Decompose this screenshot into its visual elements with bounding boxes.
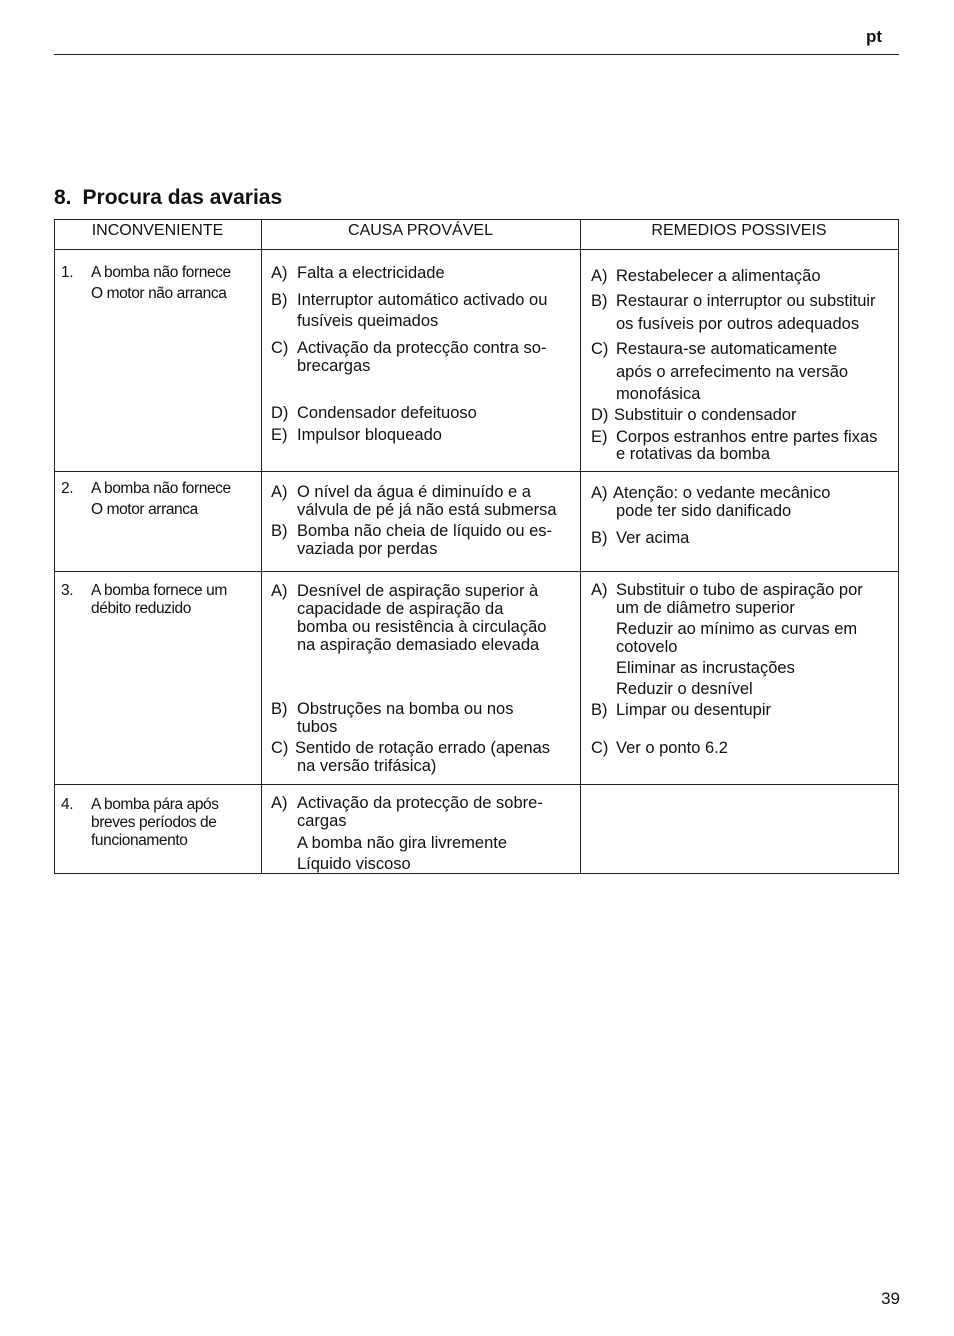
row1-cause-d-letter: D) xyxy=(271,404,289,422)
row2-remedy-a-line2: pode ter sido danificado xyxy=(616,502,792,520)
section-title xyxy=(54,186,282,210)
row3-cause-a-letter: A) xyxy=(271,582,288,600)
row2-cause-b-letter: B) xyxy=(271,522,288,540)
row2-problem-line1: A bomba não fornece xyxy=(91,480,231,497)
table-rule-bottom xyxy=(54,873,899,874)
row4-cause-a-line3: A bomba não gira livremente xyxy=(297,834,508,852)
row3-cause-c-line1: Sentido de rotação errado (apenas xyxy=(295,739,551,757)
row3-remedy-a-line4: cotovelo xyxy=(616,638,678,656)
row1-cause-e-letter: E) xyxy=(271,426,288,444)
table-border-right xyxy=(898,219,899,873)
row2-remedy-a-line1: Atenção: o vedante mecânico xyxy=(613,484,831,502)
row1-cause-a: Falta a electricidade xyxy=(297,264,445,282)
row3-cause-a-line3: bomba ou resistência à circulação xyxy=(297,618,547,636)
row3-cause-b-line2: tubos xyxy=(297,718,338,736)
row1-cause-e: Impulsor bloqueado xyxy=(297,426,442,444)
row3-cause-a-line1: Desnível de aspiração superior à xyxy=(297,582,539,600)
column-header-inconveniente: INCONVENIENTE xyxy=(91,222,224,239)
row1-remedy-a-letter: A) xyxy=(591,267,608,285)
row4-problem-line3: funcionamento xyxy=(91,832,188,849)
row1-remedy-c-line3: monofásica xyxy=(616,385,701,403)
row3-remedy-a-line3: Reduzir ao mínimo as curvas em xyxy=(616,620,858,638)
row3-remedy-a-line1: Substituir o tubo de aspiração por xyxy=(616,581,863,599)
row1-remedy-b-line1: Restaurar o interruptor ou substituir xyxy=(616,292,876,310)
row3-remedy-b-letter: B) xyxy=(591,701,608,719)
table-col-divider-1 xyxy=(261,219,262,874)
row2-cause-a-line2: válvula de pé já não está submersa xyxy=(297,501,557,519)
row2-remedy-a-letter: A) xyxy=(591,484,608,502)
row1-remedy-d: Substituir o condensador xyxy=(614,406,797,424)
row3-cause-b-line1: Obstruções na bomba ou nos xyxy=(297,700,514,718)
section-number: 8. xyxy=(54,186,72,209)
row4-problem-line2: breves períodos de xyxy=(91,814,217,831)
row1-cause-b-line2: fusíveis queimados xyxy=(297,312,439,330)
row3-cause-b-letter: B) xyxy=(271,700,288,718)
language-code: pt xyxy=(865,27,882,46)
row3-remedy-a-letter: A) xyxy=(591,581,608,599)
row1-problem-line1: A bomba não fornece xyxy=(91,264,231,281)
table-rule-top xyxy=(54,219,899,220)
row4-cause-a-line1: Activação da protecção de sobre- xyxy=(297,794,543,812)
row3-remedy-c: Ver o ponto 6.2 xyxy=(616,739,728,757)
table-rule-row3 xyxy=(54,784,899,785)
row1-cause-c-line2: brecargas xyxy=(297,357,371,375)
row4-cause-a-line4: Líquido viscoso xyxy=(297,855,411,873)
row1-cause-c-letter: C) xyxy=(271,339,289,357)
header-rule xyxy=(54,54,899,55)
row1-cause-b-line1: Interruptor automático activado ou xyxy=(297,291,548,309)
row3-remedy-b: Limpar ou desentupir xyxy=(616,701,772,719)
row1-remedy-c-letter: C) xyxy=(591,340,609,358)
row1-problem-line2: O motor não arranca xyxy=(91,285,227,302)
row1-cause-a-letter: A) xyxy=(271,264,288,282)
row3-cause-c-letter: C) xyxy=(271,739,289,757)
row4-cause-a-line2: cargas xyxy=(297,812,347,830)
table-col-divider-2 xyxy=(580,219,581,873)
row1-remedy-e-line1: Corpos estranhos entre partes fixas xyxy=(616,428,878,446)
troubleshooting-table xyxy=(54,219,899,873)
row1-remedy-b-line2: os fusíveis por outros adequados xyxy=(616,315,860,333)
row3-cause-a-line4: na aspiração demasiado elevada xyxy=(297,636,540,654)
row3-number: 3. xyxy=(61,582,74,599)
row1-cause-b-letter: B) xyxy=(271,291,288,309)
row2-problem-line2: O motor arranca xyxy=(91,501,198,518)
row1-remedy-e-line2: e rotativas da bomba xyxy=(616,445,771,463)
row4-problem-line1: A bomba pára após xyxy=(91,796,219,813)
row1-remedy-b-letter: B) xyxy=(591,292,608,310)
column-header-remedios: REMEDIOS POSSIVEIS xyxy=(651,222,827,239)
row3-remedy-a-line6: Reduzir o desnível xyxy=(616,680,753,698)
row2-cause-b-line1: Bomba não cheia de líquido ou es- xyxy=(297,522,553,540)
row2-remedy-b: Ver acima xyxy=(616,529,690,547)
row2-number: 2. xyxy=(61,480,74,497)
page-number: 39 xyxy=(881,1289,900,1308)
row2-cause-b-line2: vaziada por perdas xyxy=(297,540,438,558)
row1-remedy-c-line1: Restaura-se automaticamente xyxy=(616,340,838,358)
table-rule-row1 xyxy=(54,471,899,472)
row1-remedy-a: Restabelecer a alimentação xyxy=(616,267,821,285)
row3-remedy-a-line5: Eliminar as incrustações xyxy=(616,659,795,677)
row3-remedy-a-line2: um de diâmetro superior xyxy=(616,599,795,617)
row1-cause-d: Condensador defeituoso xyxy=(297,404,477,422)
row3-problem-line1: A bomba fornece um xyxy=(91,582,227,599)
row3-remedy-c-letter: C) xyxy=(591,739,609,757)
section-title-text: Procura das avarias xyxy=(82,186,283,209)
row2-cause-a-line1: O nível da água é diminuído e a xyxy=(297,483,531,501)
row3-problem-line2: débito reduzido xyxy=(91,600,191,617)
row1-remedy-c-line2: após o arrefecimento na versão xyxy=(616,363,849,381)
table-rule-header xyxy=(54,249,899,250)
row4-number: 4. xyxy=(61,796,74,813)
table-rule-row2 xyxy=(54,571,899,572)
row3-cause-c-line2: na versão trifásica) xyxy=(297,757,437,775)
row2-cause-a-letter: A) xyxy=(271,483,288,501)
row3-cause-a-line2: capacidade de aspiração da xyxy=(297,600,504,618)
table-border-left xyxy=(54,219,55,873)
row4-cause-a-letter: A) xyxy=(271,794,288,812)
row1-remedy-d-letter: D) xyxy=(591,406,609,424)
row1-cause-c-line1: Activação da protecção contra so- xyxy=(297,339,547,357)
row1-remedy-e-letter: E) xyxy=(591,428,608,446)
row2-remedy-b-letter: B) xyxy=(591,529,608,547)
row1-number: 1. xyxy=(61,264,74,281)
column-header-causa: CAUSA PROVÁVEL xyxy=(348,222,493,239)
